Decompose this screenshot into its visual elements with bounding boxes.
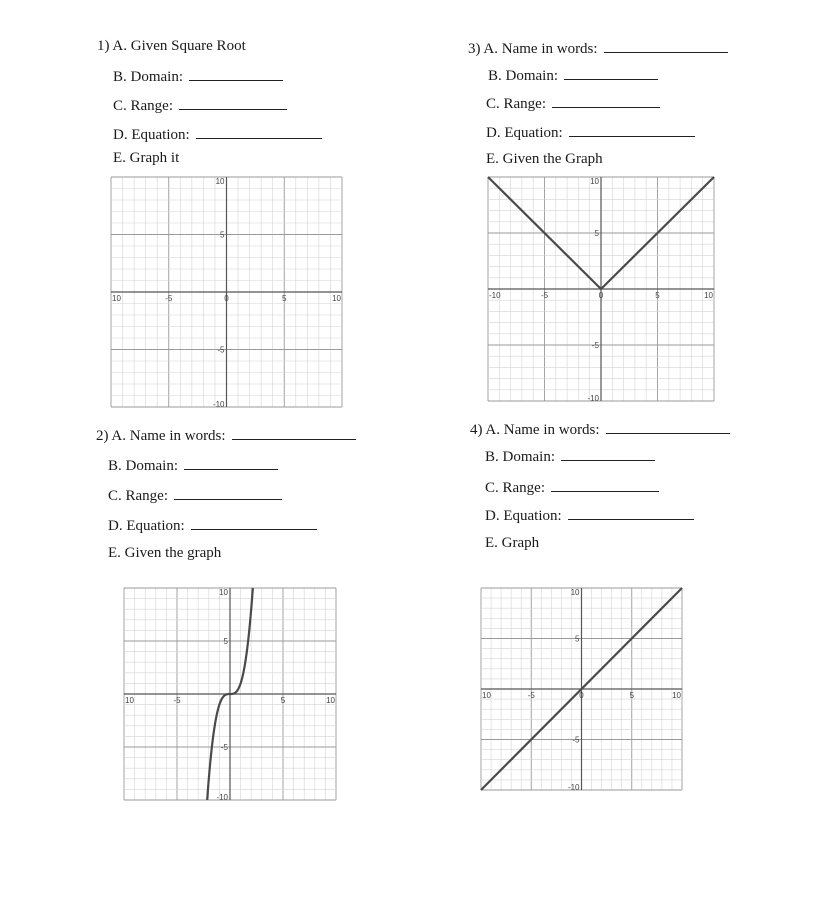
problem3-equation [486,122,695,142]
problem2-equation-label: D. Equation: [108,518,185,534]
y-tick-label: 10 [215,177,225,186]
problem3-range-label: C. Range: [486,96,546,112]
problem4-part-a [470,419,730,439]
problem3-part-e: E. Given the Graph [486,151,603,167]
x-tick-label: -5 [527,691,535,700]
problem1-part-e: E. Graph it [113,150,180,166]
problem4-graph[interactable] [478,585,685,793]
x-tick-label: 0 [579,691,584,700]
x-tick-label: 5 [629,691,634,700]
y-tick-label: -5 [591,341,599,350]
x-tick-label: -5 [165,294,173,303]
y-tick-label: -10 [216,793,228,802]
x-tick-label: 5 [655,291,660,300]
problem3-domain-label: B. Domain: [488,68,558,84]
problem4-domain [485,446,655,466]
problem4-domain-label: B. Domain: [485,449,555,465]
problem4-range-blank[interactable] [551,477,659,492]
problem3-domain [488,65,658,85]
problem2-part-a [96,425,356,445]
problem2-equation [108,515,317,535]
problem3-range-blank[interactable] [552,93,660,108]
x-tick-label: -10 [489,291,501,300]
problem2-range [108,485,282,505]
problem4-name-blank[interactable] [606,419,730,434]
problem1-domain-blank[interactable] [189,66,283,81]
problem4-domain-blank[interactable] [561,446,655,461]
y-tick-label: -5 [220,743,228,752]
problem1-part-a: 1) A. Given Square Root [97,38,246,54]
problem3-range [486,93,660,113]
x-tick-label: 5 [282,294,287,303]
problem3-part-a [468,38,728,58]
problem1-domain [113,66,283,86]
problem2-name-label: 2) A. Name in words: [96,428,226,444]
problem2-part-e: E. Given the graph [108,545,222,561]
problem3-equation-label: D. Equation: [486,125,563,141]
y-tick-label: -10 [212,400,225,409]
x-tick-label: 10 [112,294,121,303]
problem1-range-label: C. Range: [113,98,173,114]
problem2-range-label: C. Range: [108,488,168,504]
problem1-equation-blank[interactable] [196,124,322,139]
x-tick-label: -5 [540,291,549,300]
y-tick-label: -10 [587,394,599,403]
problem4-equation [485,505,694,525]
x-tick-label: 0 [224,294,229,303]
problem2-name-blank[interactable] [232,425,356,440]
problem3-graph[interactable] [485,174,717,404]
problem1-range-blank[interactable] [179,95,287,110]
y-tick-label: -5 [217,345,225,355]
x-tick-label: -5 [173,696,181,705]
problem4-equation-label: D. Equation: [485,508,562,524]
problem1-range [113,95,287,115]
x-tick-label: 0 [598,291,604,300]
problem1-domain-label: B. Domain: [113,69,183,85]
x-tick-label: 10 [672,691,681,700]
problem1-equation-label: D. Equation: [113,127,190,143]
y-tick-label: 5 [220,230,225,240]
x-tick-label: 10 [332,294,341,303]
problem2-domain-label: B. Domain: [108,458,178,474]
problem2-domain-blank[interactable] [184,455,278,470]
x-tick-label: 10 [704,291,713,300]
y-tick-label: 5 [223,637,228,646]
x-tick-label: 10 [125,696,134,705]
y-tick-label: 10 [570,588,580,597]
problem4-equation-blank[interactable] [568,505,694,520]
y-tick-label: 5 [575,634,580,644]
problem1-graph[interactable] [108,174,345,410]
y-tick-label: 10 [590,177,599,186]
problem4-part-e: E. Graph [485,535,540,551]
y-tick-label: -10 [567,783,580,792]
problem3-equation-blank[interactable] [569,122,695,137]
problem2-domain [108,455,278,475]
problem4-range [485,477,659,497]
problem3-name-label: 3) A. Name in words: [468,41,598,57]
problem2-range-blank[interactable] [174,485,282,500]
x-tick-label: 10 [326,696,335,705]
problem1-equation [113,124,322,144]
y-tick-label: 10 [219,588,228,597]
y-tick-label: 5 [594,229,599,238]
x-tick-label: 10 [482,691,491,700]
problem3-name-blank[interactable] [604,38,728,53]
problem2-graph[interactable] [121,585,339,803]
problem4-range-label: C. Range: [485,480,545,496]
problem2-equation-blank[interactable] [191,515,317,530]
problem4-name-label: 4) A. Name in words: [470,422,600,438]
problem3-domain-blank[interactable] [564,65,658,80]
x-tick-label: 5 [280,696,286,705]
y-tick-label: -5 [572,735,580,745]
